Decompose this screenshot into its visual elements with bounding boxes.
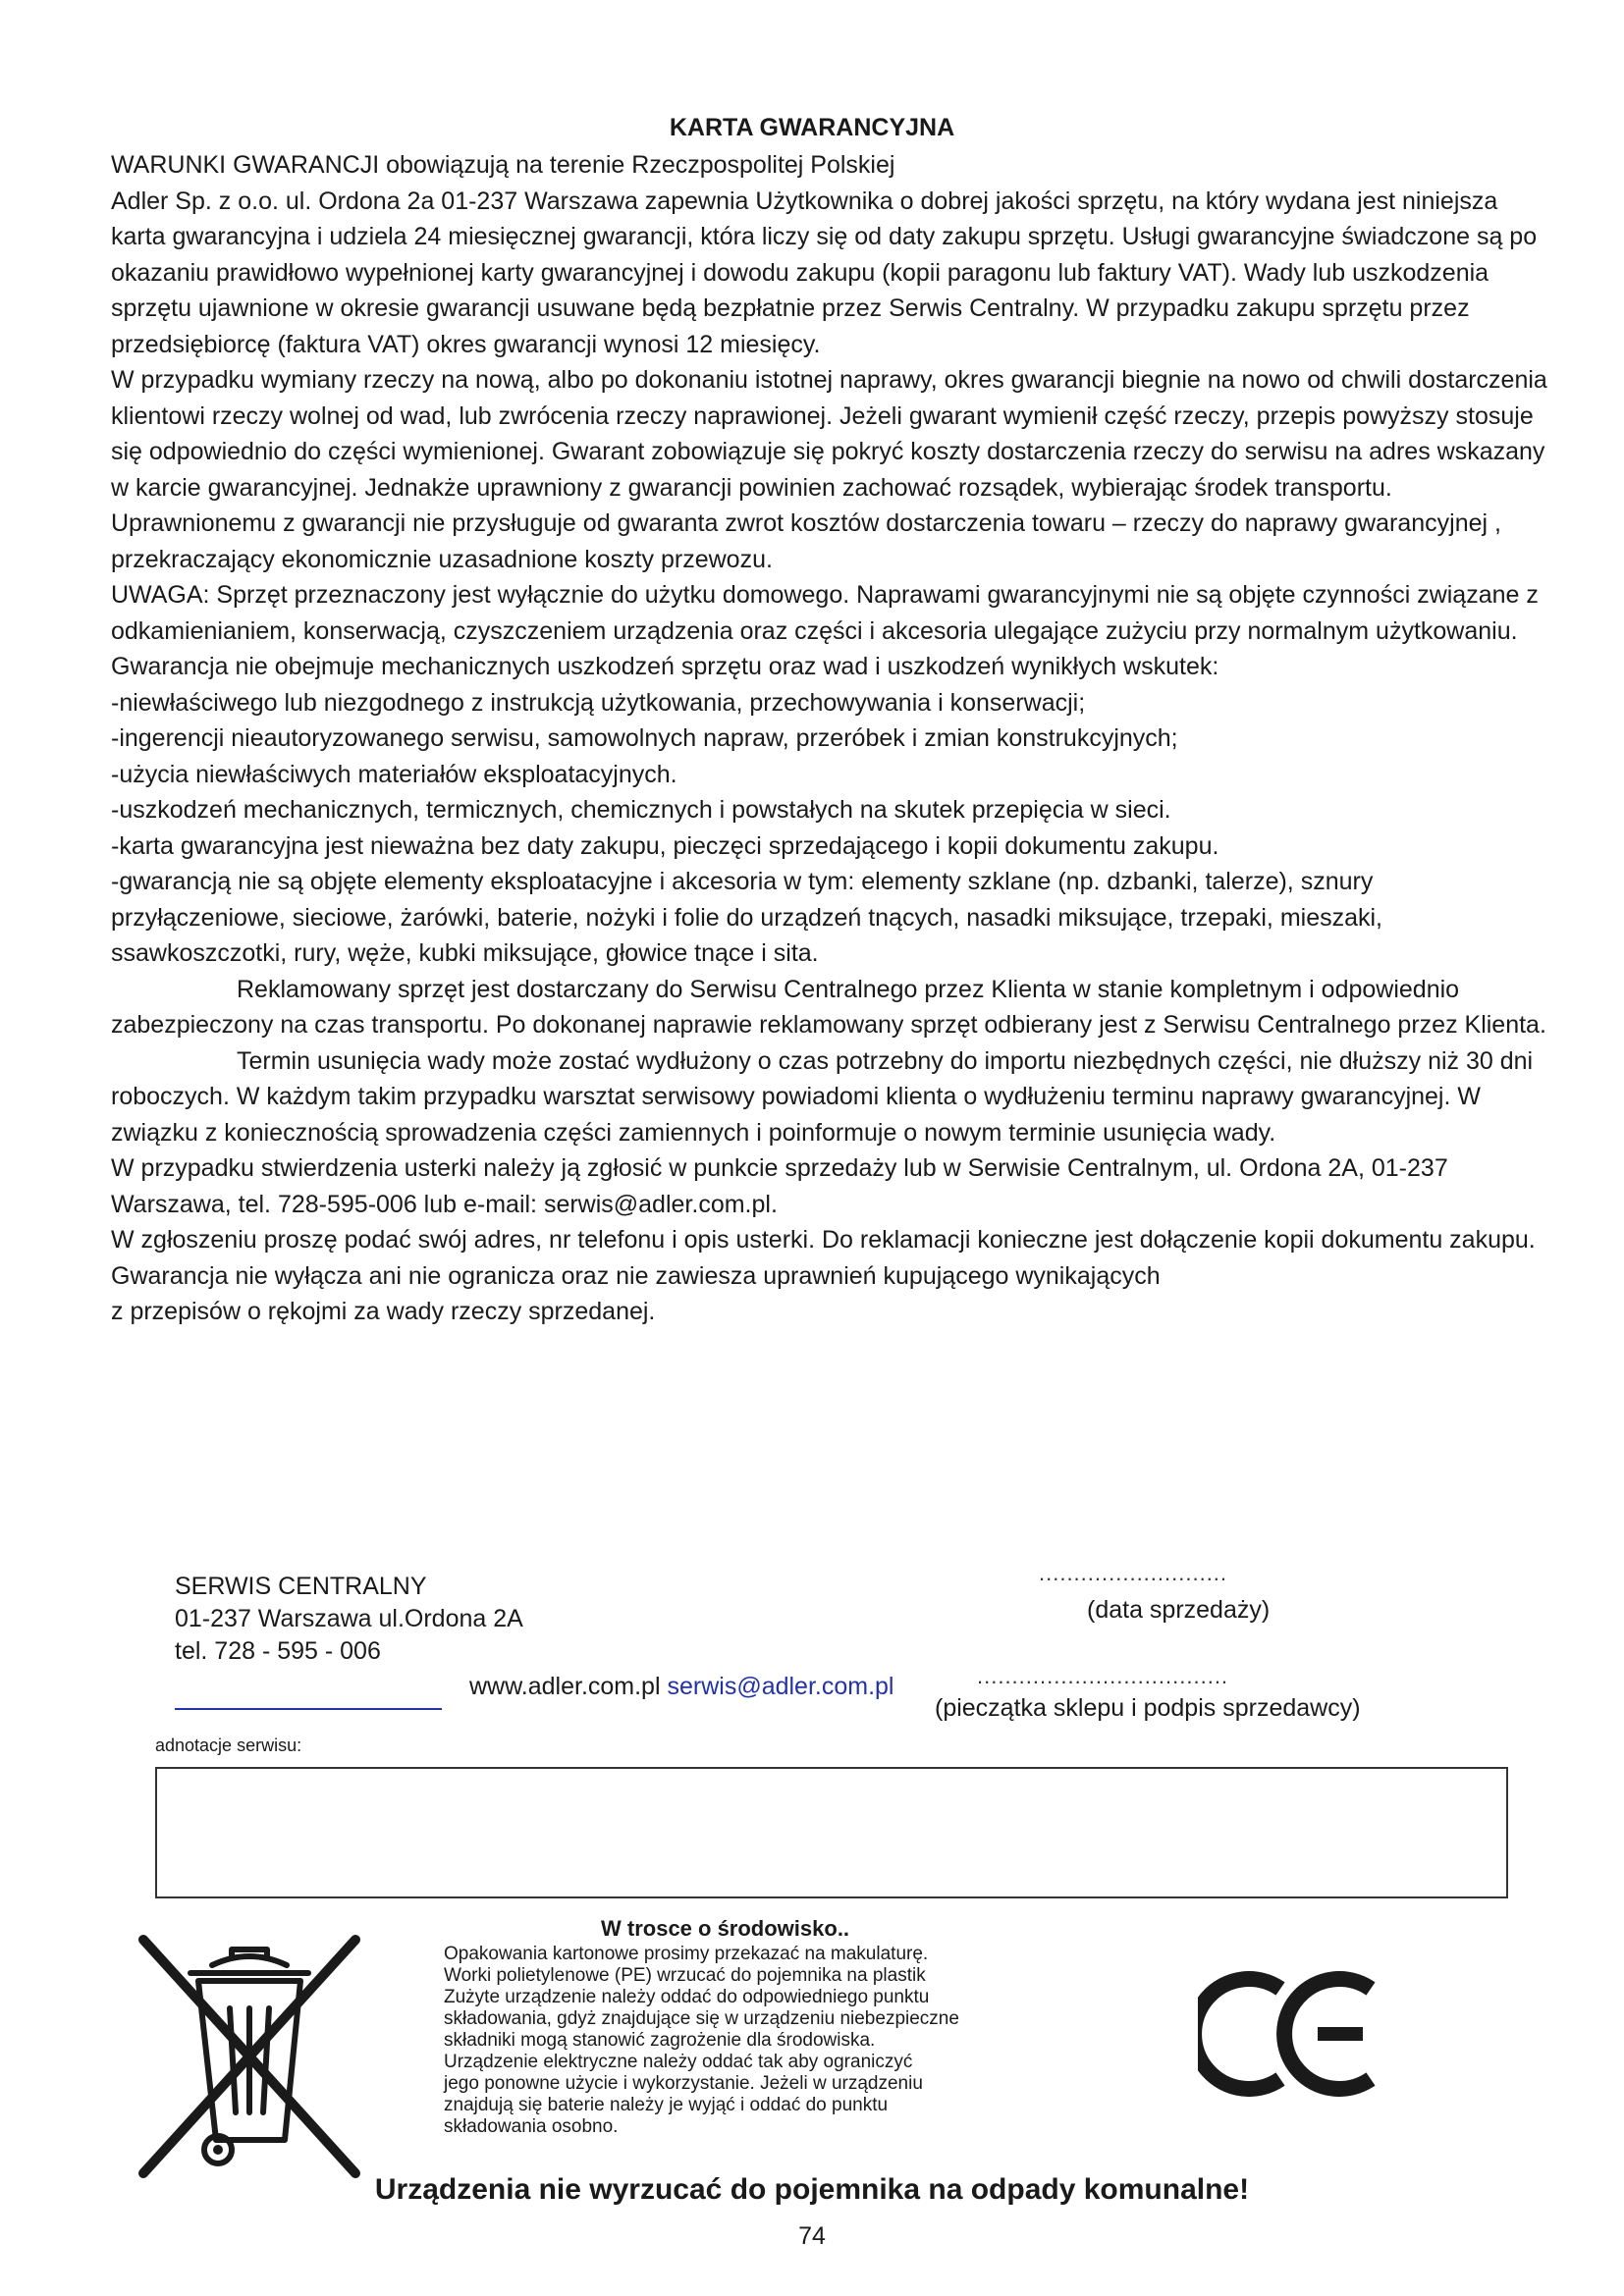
page-number: 74 bbox=[798, 2222, 826, 2250]
environment-line: Opakowania kartonowe prosimy przekazać na makulaturę. bbox=[444, 1944, 929, 1964]
paragraph: WARUNKI GWARANCJI obowiązują na terenie Rzeczpospolitej Polskiej bbox=[111, 151, 895, 179]
service-address: 01-237 Warszawa ul.Ordona 2A bbox=[175, 1605, 523, 1632]
exclusion-item: -użycia niewłaściwych materiałów eksploatacyjnych. bbox=[111, 760, 677, 788]
paragraph: W przypadku stwierdzenia usterki należy ją zgłosić w punkcie sprzedaży lub w Serwisie Centralnym, ul. Ordona 2A, 01-237 Warszawa, tel. 728-595-006 lub e-mail: serwis@adler.com.pl. bbox=[111, 1154, 1448, 1218]
indented-paragraph: Reklamowany sprzęt jest dostarczany do Serwisu Centralnego przez Klienta w stanie kompletnym i odpowiednio zabezpieczony na czas transportu. Po dokonanej naprawie reklamowany sprzęt odbierany jest z Serwisu Centralnego przez Klienta. bbox=[111, 975, 1546, 1039]
contact-links bbox=[469, 1673, 894, 1701]
environment-line: Urządzenie elektryczne należy oddać tak aby ograniczyć bbox=[444, 2052, 913, 2072]
service-annotations-box bbox=[155, 1767, 1508, 1898]
stamp-signature-line: .................................... bbox=[977, 1664, 1229, 1688]
paragraph: z przepisów o rękojmi za wady rzeczy sprzedanej. bbox=[111, 1298, 656, 1325]
sale-date-line: ........................... bbox=[1039, 1561, 1228, 1585]
environment-notice bbox=[444, 1944, 1131, 2138]
environment-line: Zużyte urządzenie należy oddać do odpowiedniego punktu bbox=[444, 1987, 930, 2007]
environment-line: Worki polietylenowe (PE) wrzucać do pojemnika na plastik bbox=[444, 1965, 926, 1986]
document-title: KARTA GWARANCYJNA bbox=[669, 114, 955, 141]
environment-line: składowania, gdyż znajdujące się w urządzeniu niebezpieczne bbox=[444, 2008, 959, 2029]
paragraph: UWAGA: Sprzęt przeznaczony jest wyłącznie do użytku domowego. Naprawami gwarancyjnymi nie są objęte czynności związane z odkamienianiem, konserwacją, czyszczeniem urządzenia oraz części i akcesoria ulegające zużyciu przy normalnym użytkowaniu. Gwarancja nie obejmuje mechanicznych uszkodzeń sprzętu oraz wad i uszkodzeń wynikłych wskutek: bbox=[111, 581, 1539, 680]
service-annotations-label: adnotacje serwisu: bbox=[155, 1735, 302, 1755]
paragraph: W przypadku wymiany rzeczy na nową, albo po dokonaniu istotnej naprawy, okres gwarancji biegnie na nowo od chwili dostarczenia klientowi rzeczy wolnej od wad, lub zwrócenia rzeczy naprawionej. Jeżeli gwarant wymienił część rzeczy, przepis powyższy stosuje się odpowiednio do części wymienionej. Gwarant zobowiązuje się pokryć koszty dostarczenia rzeczy do serwisu na adres wskazany w karcie gwarancyjnej. Jednakże uprawniony z gwarancji powinien zachować rozsądek, wybierając środek transportu. Uprawnionemu z gwarancji nie przysługuje od gwaranta zwrot kosztów dostarczenia towaru – rzeczy do naprawy gwarancyjnej , przekraczający ekonomicznie uzasadnione koszty przewozu. bbox=[111, 366, 1547, 573]
crossed-out-wheelie-bin-icon bbox=[134, 1930, 365, 2183]
environment-line: jego ponowne użycie i wykorzystanie. Jeżeli w urządzeniu bbox=[444, 2073, 923, 2094]
service-phone: tel. 728 - 595 - 006 bbox=[175, 1637, 381, 1665]
exclusion-item: -niewłaściwego lub niezgodnego z instrukcją użytkowania, przechowywania i konserwacji; bbox=[111, 688, 1086, 717]
service-center-address bbox=[175, 1571, 523, 1668]
environment-line: znajdują się baterie należy je wyjąć i oddać do punktu bbox=[444, 2095, 889, 2115]
environment-line: składowania osobno. bbox=[444, 2116, 619, 2137]
email-link[interactable]: serwis@adler.com.pl bbox=[667, 1673, 894, 1700]
environment-line: składniki mogą stanowić zagrożenie dla środowiska. bbox=[444, 2030, 876, 2051]
indented-paragraph: Termin usunięcia wady może zostać wydłużony o czas potrzebny do importu niezbędnych części, nie dłuższy niż 30 dni roboczych. W każdym takim przypadku warsztat serwisowy powiadomi klienta o wydłużeniu terminu naprawy gwarancyjnej. W związku z koniecznością sprowadzenia części zamiennych i poinformuje o nowym terminie usunięcia wady. bbox=[111, 1046, 1534, 1147]
divider-line bbox=[175, 1708, 442, 1710]
website-link[interactable]: www.adler.com.pl bbox=[469, 1673, 661, 1700]
paragraph: W zgłoszeniu proszę podać swój adres, nr telefonu i opis usterki. Do reklamacji konieczne jest dołączenie kopii dokumentu zakupu. bbox=[111, 1226, 1536, 1254]
disposal-warning: Urządzenia nie wyrzucać do pojemnika na odpady komunalne! bbox=[374, 2173, 1250, 2206]
stamp-signature-label: (pieczątka sklepu i podpis sprzedawcy) bbox=[935, 1694, 1361, 1722]
exclusion-item: -uszkodzeń mechanicznych, termicznych, chemicznych i powstałych na skutek przepięcia w sieci. bbox=[111, 796, 1171, 824]
service-name: SERWIS CENTRALNY bbox=[175, 1573, 427, 1600]
ce-mark-icon bbox=[1198, 1971, 1384, 2097]
environment-title: W trosce o środowisko.. bbox=[601, 1916, 850, 1941]
paragraph: Adler Sp. z o.o. ul. Ordona 2a 01-237 Warszawa zapewnia Użytkownika o dobrej jakości sprzętu, na który wydana jest niniejsza karta gwarancyjna i udziela 24 miesięcznej gwarancji, która liczy się od daty zakupu sprzętu. Usługi gwarancyjne świadczone są po okazaniu prawidłowo wypełnionej karty gwarancyjnej i dowodu zakupu (kopii paragonu lub faktury VAT). Wady lub uszkodzenia sprzętu ujawnione w okresie gwarancji usuwane będą bezpłatnie przez Serwis Centralny. W przypadku zakupu sprzętu przez przedsiębiorcę (faktura VAT) okres gwarancji wynosi 12 miesięcy. bbox=[111, 187, 1538, 358]
paragraph: Gwarancja nie wyłącza ani nie ogranicza oraz nie zawiesza uprawnień kupującego wynikających bbox=[111, 1261, 1161, 1290]
exclusion-item: -ingerencji nieautoryzowanego serwisu, samowolnych napraw, przeróbek i zmian konstrukcyjnych; bbox=[111, 724, 1178, 752]
sale-date-label: (data sprzedaży) bbox=[1087, 1596, 1271, 1624]
warranty-conditions bbox=[111, 147, 1550, 1330]
exclusion-item: -karta gwarancyjna jest nieważna bez daty zakupu, pieczęci sprzedającego i kopii dokumentu zakupu. bbox=[111, 831, 1219, 860]
exclusion-item: -gwarancją nie są objęte elementy eksploatacyjne i akcesoria w tym: elementy szklane (np. dzbanki, talerze), sznury przyłączeniowe, sieciowe, żarówki, baterie, nożyki i folie do urządzeń tnących, nasadki miksujące, trzepaki, mieszaki, ssawkoszczotki, rury, węże, kubki miksujące, głowice tnące i sita. bbox=[111, 868, 1383, 967]
